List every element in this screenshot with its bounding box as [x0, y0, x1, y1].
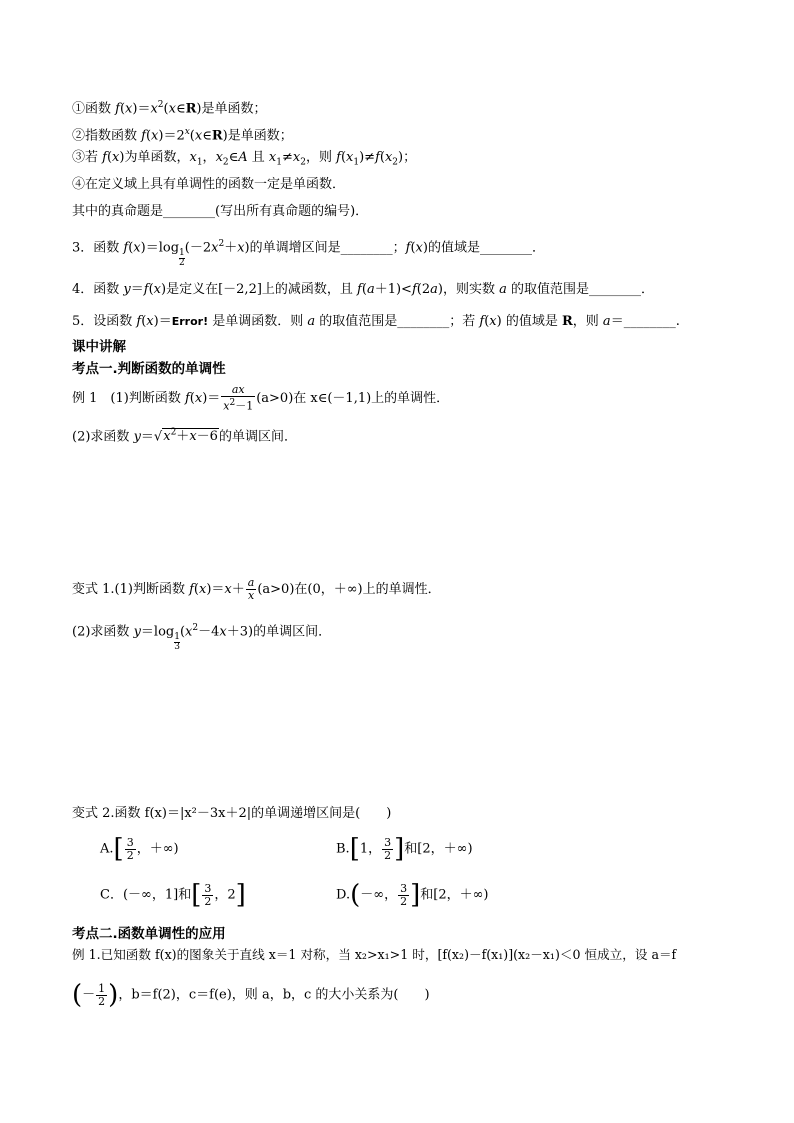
question-5-mid: 是单调函数．则 — [208, 314, 308, 329]
question-3-pre: 3．函数 — [72, 240, 124, 256]
key-point-1: 考点一.判断函数的单调性 — [72, 361, 226, 377]
item-2-suffix: 是单函数； — [227, 128, 293, 144]
example-1-a: 例 1 (1)判断函数 — [72, 390, 185, 406]
item-3-d: 且 — [247, 150, 269, 165]
option-c-label: C．(－∞，1]和 — [100, 887, 192, 903]
question-5-end: ，则 — [572, 314, 603, 329]
question-4-mid: 是定义在[－2,2]上的减函数，且 — [166, 282, 358, 297]
question-5: 5．设函数 f(x)＝Error! 是单调函数．则 a 的取值范围是________；若 f(x) 的值域是 R，则 a＝________. — [72, 314, 680, 329]
question-3-post: 的值域是________． — [427, 240, 545, 256]
item-3: ③若 f(x)为单函数，$x_1$，$x_2\in A$ 且 $x_1\ne x_2$，则 $f(x_1)\ne f(x_2)$； — [72, 150, 417, 168]
variant-1-part-1: 变式 1.(1)判断函数 f(x)＝x＋ $\frac{a}{x}$ (a>0)在(0，＋∞)上的单调性． — [72, 576, 441, 602]
option-a-label: A. — [100, 841, 114, 857]
item-1-prefix: ①函数 — [72, 101, 116, 117]
item-3-e: ，则 — [305, 150, 337, 165]
item-3-a: ③若 — [72, 150, 103, 165]
question-5-mid3: 的值域是 — [501, 314, 562, 329]
item-4: ④在定义域上具有单调性的函数一定是单函数． — [72, 177, 346, 192]
variant-1-part-2: (2)求函数 y＝log 1 $3(x^2-4x+3)$的单调区间． — [72, 623, 332, 653]
example-2-line-2-text: ，b＝f(2)，c＝f(e)，则 a，b，c 的大小关系为( ) — [118, 987, 430, 1003]
item-2-prefix: ②指数函数 — [72, 128, 142, 144]
example-2-line-2: (－ $\frac{1}{2}$ )，b＝f(2)，c＝f(e)，则 a，b，c 的大小关系为( ) — [72, 980, 430, 1010]
question-5-pre: 5．设函数 — [72, 314, 137, 329]
example-2-line-1: 例 1.已知函数 f(x)的图象关于直线 x＝1 对称，当 x₂>x₁>1 时，[f(x₂)－f(x₁)](x₂－x₁)＜0 恒成立，设 a＝f — [72, 947, 677, 962]
item-1-suffix: 是单函数； — [201, 101, 267, 117]
variant-1-a: 变式 1.(1)判断函数 — [72, 582, 190, 597]
question-3: 3．函数 f(x)＝log 1 $2(-2x^2+x)$的单调增区间是________；f(x)的值域是________． — [72, 239, 545, 269]
item-3-b: 为单函数， — [124, 150, 190, 165]
section-heading: 课中讲解 — [72, 339, 126, 355]
example-1-part-1: 例 1 (1)判断函数 f(x)＝ $\frac{ax}{x^2-1}$ (a>0)在 x∈(－1,1)上的单调性． — [72, 383, 450, 413]
question-5-mid2: 的取值范围是________；若 — [315, 314, 480, 329]
option-c: C．(－∞，1]和[ $\frac{3}{2}$ ，2] — [100, 880, 246, 910]
example-1-d: 的单调区间． — [218, 429, 297, 445]
question-4-pre: 4．函数 — [72, 282, 124, 297]
item-2: ②指数函数 $f(x)=2^x(x\in R)$是单函数； — [72, 127, 293, 144]
set-R: R — [561, 314, 573, 329]
option-d: D.(－∞， $\frac{3}{2}$ ]和[2，＋∞) — [336, 880, 489, 910]
item-1: ①函数 $f(x)=x^2(x\in R)$是单函数； — [72, 100, 267, 117]
item-3-c: ， — [202, 150, 216, 165]
question-4-end: 的取值范围是________． — [506, 282, 654, 297]
example-1-part-2: (2)求函数 $y=√x^2+x-6$的单调区间． — [72, 428, 297, 445]
option-b: B.[1， $\frac{3}{2}$ ]和[2，＋∞) — [336, 834, 473, 864]
question-5-end2: ＝________. — [610, 314, 680, 329]
question-4-post: ，则实数 — [442, 282, 500, 297]
variant-1-b: (a>0)在(0，＋∞)上的单调性． — [257, 582, 441, 597]
key-point-2: 考点二.函数单调性的应用 — [72, 926, 226, 942]
variant-2-stem: 变式 2.函数 f(x)＝|x²－3x＋2|的单调递增区间是( ) — [72, 806, 392, 821]
option-d-label: D. — [336, 887, 351, 903]
option-a: A.[ $\frac{3}{2}$ ，＋∞) — [100, 834, 179, 864]
question-4: 4．函数 y＝f(x)是定义在[－2,2]上的减函数，且 f(a＋1)<f(2a)，则实数 a 的取值范围是________． — [72, 282, 654, 297]
question-3-mid: 的单调增区间是________； — [249, 240, 406, 256]
example-1-c: (2)求函数 — [72, 429, 134, 445]
variant-1-c: (2)求函数 — [72, 624, 134, 640]
error-text: Error! — [171, 315, 209, 328]
example-1-b: (a>0)在 x∈(－1,1)上的单调性． — [256, 390, 450, 406]
option-b-label: B. — [336, 841, 350, 857]
variant-1-d: 的单调区间． — [253, 624, 332, 640]
true-statement-question: 其中的真命题是________(写出所有真命题的编号)． — [72, 204, 369, 219]
